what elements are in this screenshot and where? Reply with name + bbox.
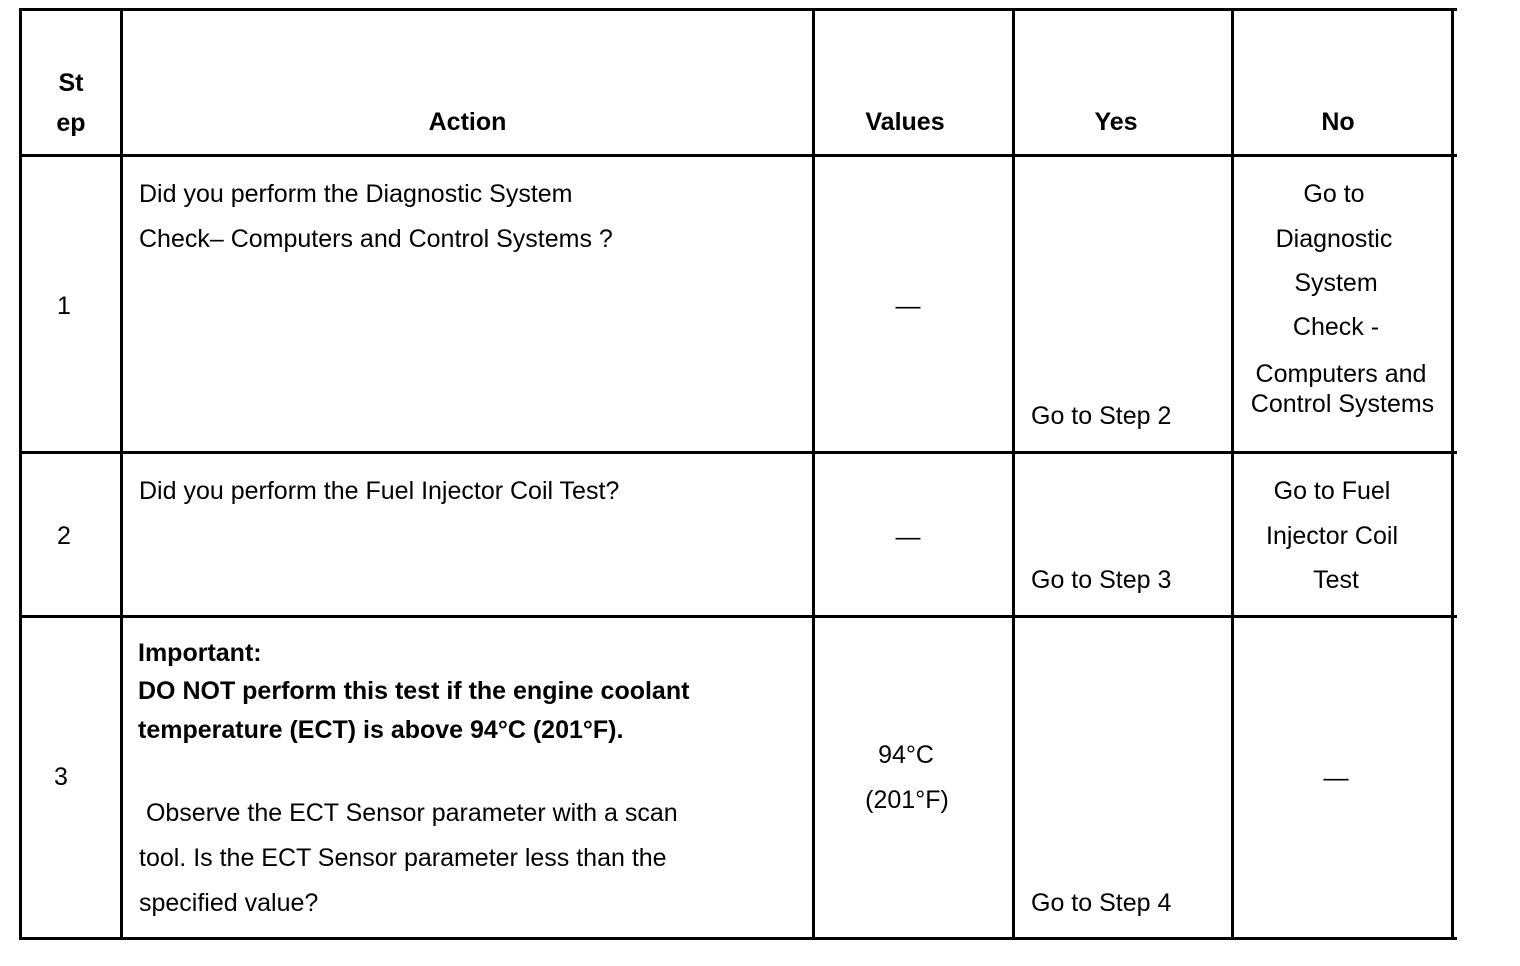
header-values: Values — [865, 108, 945, 136]
row3-important-line: DO NOT perform this test if the engine coolant — [138, 677, 690, 705]
header-divider — [19, 154, 1457, 157]
table-border-right — [1451, 8, 1454, 940]
row1-yes: Go to Step 2 — [1031, 402, 1172, 430]
row1-no-line: Computers and — [1255, 360, 1427, 388]
row1-no-line: Go to — [1303, 180, 1365, 208]
row3-value-line: 94°C — [878, 741, 934, 769]
row1-no-line: Diagnostic — [1275, 225, 1393, 253]
row-divider — [19, 615, 1457, 618]
row1-step: 1 — [57, 292, 71, 320]
row3-step: 3 — [54, 763, 68, 791]
row1-no-line: Check - — [1292, 313, 1380, 341]
row1-no-line: Control Systems — [1250, 390, 1435, 418]
header-yes: Yes — [1094, 108, 1138, 136]
row2-value: — — [895, 523, 921, 551]
row3-important-line: temperature (ECT) is above 94°C (201°F). — [138, 716, 624, 744]
row3-action-line: tool. Is the ECT Sensor parameter less than the — [139, 844, 667, 872]
header-step-line2: ep — [56, 109, 86, 137]
row3-action-line: Observe the ECT Sensor parameter with a scan — [139, 799, 678, 827]
column-divider — [120, 8, 123, 940]
row1-action-line: Check– Computers and Control Systems ? — [139, 225, 613, 253]
row3-important-label: Important: — [138, 639, 262, 667]
row2-no-line: Go to Fuel — [1273, 477, 1391, 505]
row3-no: — — [1323, 764, 1349, 792]
row2-no-line: Injector Coil — [1266, 522, 1398, 550]
row-divider — [19, 451, 1457, 454]
row3-action-line: specified value? — [139, 889, 319, 917]
row2-action-line: Did you perform the Fuel Injector Coil Test? — [139, 477, 620, 505]
header-no: No — [1321, 108, 1355, 136]
row2-step: 2 — [57, 522, 71, 550]
column-divider — [1012, 8, 1015, 940]
table-border-top — [19, 8, 1457, 11]
row3-yes: Go to Step 4 — [1031, 889, 1172, 917]
header-action: Action — [428, 108, 507, 136]
row2-no-line: Test — [1313, 566, 1359, 594]
row1-no-line: System — [1294, 269, 1378, 297]
table-border-left — [19, 8, 22, 940]
header-step-line1: St — [58, 69, 84, 97]
row2-yes: Go to Step 3 — [1031, 566, 1172, 594]
row1-action-line: Did you perform the Diagnostic System — [139, 180, 573, 208]
row3-value-line: (201°F) — [865, 786, 949, 814]
table-border-bottom — [19, 937, 1457, 940]
row1-value: — — [895, 292, 921, 320]
